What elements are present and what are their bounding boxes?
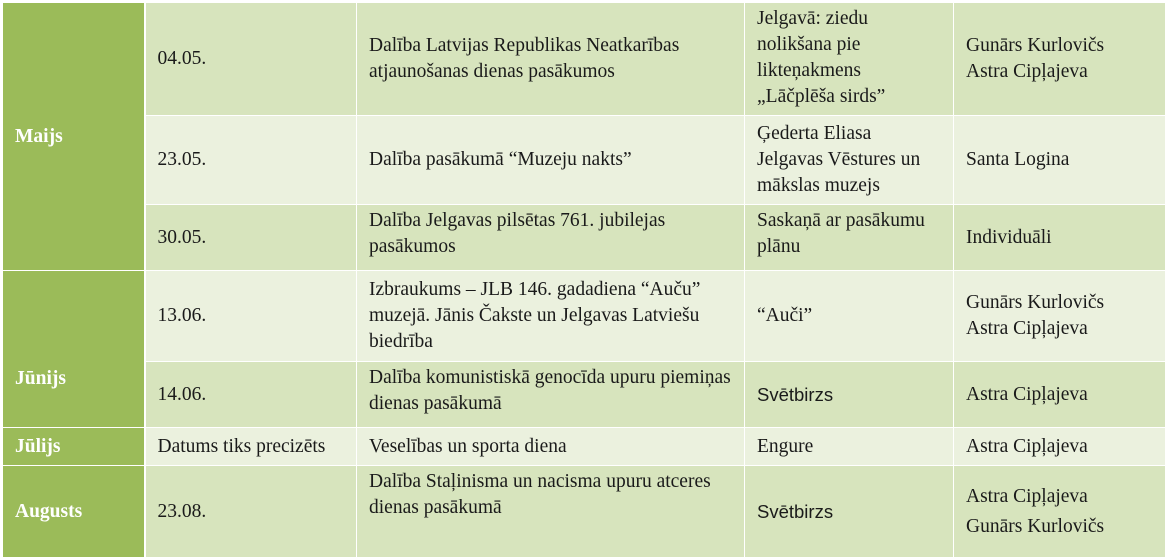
month-cell: Jūnijs	[3, 271, 145, 428]
person-name: Astra Cipļajeva	[966, 318, 1088, 339]
table-row	[3, 428, 1166, 466]
month-cell: Augusts	[3, 466, 145, 558]
event-cell: Veselības un sporta diena	[357, 428, 745, 466]
place-cell: “Auči”	[745, 271, 954, 362]
table-row	[3, 362, 1166, 428]
persons-cell	[954, 428, 1166, 466]
persons-cell	[954, 466, 1166, 558]
person-name: Astra Cipļajeva	[966, 485, 1088, 507]
table-row	[3, 271, 1166, 362]
date-cell: 13.06.	[145, 271, 357, 362]
place-cell: Ģederta Eliasa Jelgavas Vēstures un mākslas muzejs	[745, 116, 954, 205]
person-name: Individuāli	[966, 226, 1052, 248]
month-cell: Maijs	[3, 3, 145, 271]
persons-cell	[954, 362, 1166, 428]
place-cell: Svētbirzs	[745, 362, 954, 428]
persons-cell	[954, 271, 1166, 362]
date-cell: 14.06.	[145, 362, 357, 428]
table-row	[3, 3, 1166, 116]
event-cell: Dalība pasākumā “Muzeju nakts”	[357, 116, 745, 205]
place-cell: Engure	[745, 428, 954, 466]
persons-cell	[954, 3, 1166, 116]
person-name: Santa Logina	[966, 149, 1070, 170]
event-cell: Dalība Latvijas Republikas Neatkarības atjaunošanas dienas pasākumos	[357, 3, 745, 116]
date-cell: 04.05.	[145, 3, 357, 116]
table-row	[3, 466, 1166, 558]
month-cell: Jūlijs	[3, 428, 145, 466]
date-cell: 23.08.	[145, 466, 357, 558]
events-table	[2, 2, 1166, 558]
person-name: Astra Cipļajeva	[966, 383, 1088, 405]
table-row	[3, 116, 1166, 205]
event-cell: Izbraukums – JLB 146. gadadiena “Auču” muzejā. Jānis Čakste un Jelgavas Latviešu biedrība	[357, 271, 745, 362]
place-cell: Svētbirzs	[745, 466, 954, 558]
place-cell: Saskaņā ar pasākumu plānu	[745, 205, 954, 271]
person-name: Gunārs Kurlovičs	[966, 292, 1105, 313]
place-cell: Jelgavā: ziedu nolikšana pie likteņakmens „Lāčplēša sirds”	[745, 3, 954, 116]
date-cell: 23.05.	[145, 116, 357, 205]
date-cell: 30.05.	[145, 205, 357, 271]
person-name: Gunārs Kurlovičs	[966, 515, 1105, 537]
event-cell: Dalība Jelgavas pilsētas 761. jubilejas pasākumos	[357, 205, 745, 271]
persons-cell	[954, 116, 1166, 205]
table-row	[3, 205, 1166, 271]
date-cell: Datums tiks precizēts	[145, 428, 357, 466]
event-cell: Dalība komunistiskā genocīda upuru piemiņas dienas pasākumā	[357, 362, 745, 428]
person-name: Astra Cipļajeva	[966, 435, 1088, 457]
persons-cell	[954, 205, 1166, 271]
event-cell: Dalība Staļinisma un nacisma upuru atceres dienas pasākumā	[357, 466, 745, 558]
person-name: Astra Cipļajeva	[966, 61, 1088, 82]
person-name: Gunārs Kurlovičs	[966, 35, 1105, 56]
